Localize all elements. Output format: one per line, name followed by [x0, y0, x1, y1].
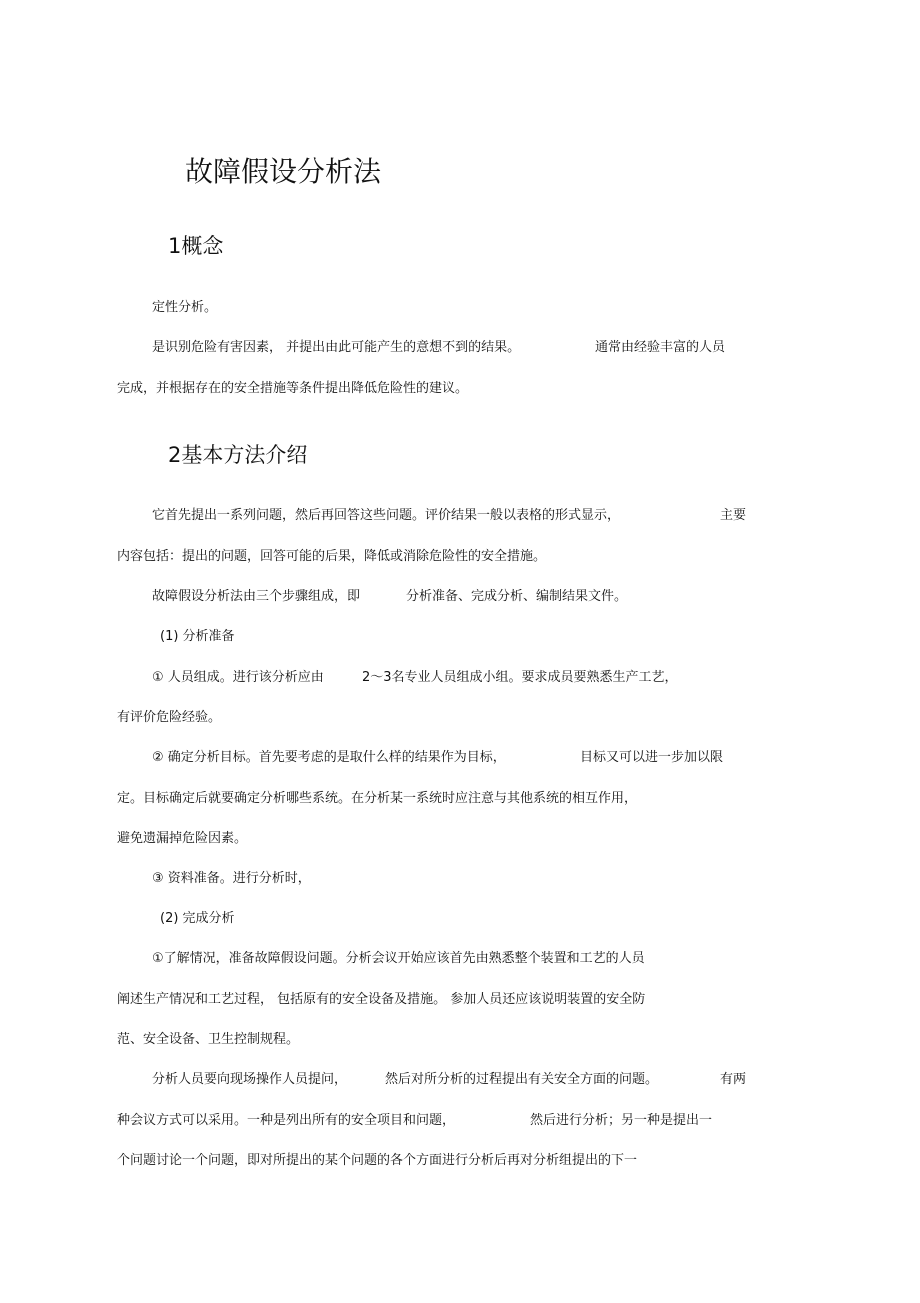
document-title: 故障假设分析法 — [185, 155, 382, 188]
text-line: 通常由经验丰富的人员 — [595, 340, 726, 355]
text-line: 主要 — [720, 508, 747, 523]
text-line: 内容包括：提出的问题，回答可能的后果，降低或消除危险性的安全措施。 — [117, 549, 547, 564]
section-heading-concept: 1概念 — [168, 234, 224, 258]
text-line: 阐述生产情况和工艺过程， 包括原有的安全设备及措施。 参加人员还应该说明装置的安全防 — [117, 992, 646, 1007]
text-line: 种会议方式可以采用。一种是列出所有的安全项目和问题， — [117, 1113, 456, 1128]
text-line: 有评价危险经验。 — [117, 710, 222, 725]
text-line: ② 确定分析目标。首先要考虑的是取什么样的结果作为目标， — [152, 750, 506, 765]
text-line: 然后对所分析的过程提出有关安全方面的问题。 — [385, 1072, 659, 1087]
text-line: (1) 分析准备 — [160, 629, 235, 644]
text-line: ①了解情况，准备故障假设问题。分析会议开始应该首先由熟悉整个装置和工艺的人员 — [152, 951, 645, 966]
text-line: ① 人员组成。进行该分析应由 — [152, 670, 324, 685]
text-line: ③ 资料准备。进行分析时， — [152, 871, 311, 886]
text-line: 分析准备、完成分析、编制结果文件。 — [406, 589, 628, 604]
text-line: (2) 完成分析 — [160, 911, 235, 926]
text-line: 完成，并根据存在的安全措施等条件提出降低危险性的建议。 — [117, 381, 469, 396]
text-line: 分析人员要向现场操作人员提问， — [152, 1072, 348, 1087]
text-line: 有两 — [720, 1072, 747, 1087]
text-line: 定。目标确定后就要确定分析哪些系统。在分析某一系统时应注意与其他系统的相互作用， — [117, 791, 638, 806]
text-line: 个问题讨论一个问题，即对所提出的某个问题的各个方面进行分析后再对分析组提出的下一 — [117, 1153, 638, 1168]
text-line: 然后进行分析；另一种是提出一 — [530, 1113, 713, 1128]
text-line: 目标又可以进一步加以限 — [580, 750, 724, 765]
text-line: 2～3名专业人员组成小组。要求成员要熟悉生产工艺， — [362, 670, 678, 685]
text-line: 定性分析。 — [152, 300, 218, 315]
section-heading-method: 2基本方法介绍 — [168, 443, 308, 467]
text-line: 避免遗漏掉危险因素。 — [117, 831, 248, 846]
text-line: 范、安全设备、卫生控制规程。 — [117, 1032, 300, 1047]
text-line: 它首先提出一系列问题，然后再回答这些问题。评价结果一般以表格的形式显示， — [152, 508, 621, 523]
text-line: 故障假设分析法由三个步骤组成，即 — [152, 589, 361, 604]
text-line: 是识别危险有害因素， 并提出由此可能产生的意想不到的结果。 — [152, 340, 521, 355]
